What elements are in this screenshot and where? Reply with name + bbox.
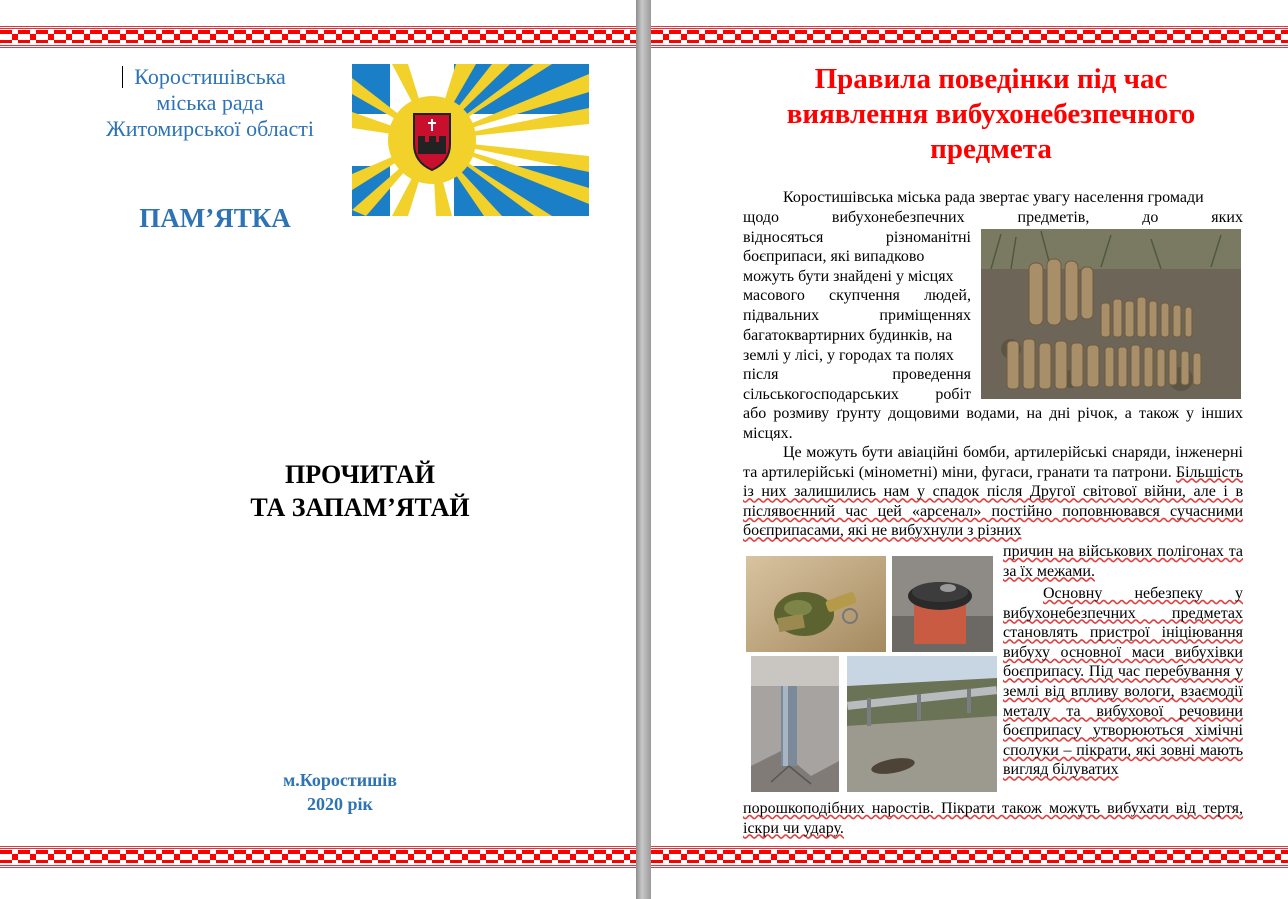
council-line-1: Коростишівська (134, 64, 286, 89)
rocket-remains-photo (751, 656, 839, 792)
para1-line: щодо вибухонебезпечних предметів, до яких (743, 209, 1243, 226)
read-line-1: ПРОЧИТАЙ (285, 460, 435, 489)
para2-part-a: Це можуть бути авіаційні бомби, артилерійські снаряди, інженерні та артилерійські (мінометні) міни, фугаси, гранати та патрони. (743, 444, 1243, 481)
grenade-photo (746, 556, 886, 652)
para2-part-b: Більшість із них залишились нам у спадок після Другої світової війни, але і в післявоєнний час цей «арсенал» постійно поповнювався сучасними боєприпасами, які не вибухнули з різних (743, 463, 1243, 540)
place-label: м.Коростишів (282, 770, 398, 790)
para1-line: багатоквартирних будинків, на (743, 327, 953, 344)
pamyatka-heading: ПАМ’ЯТКА (139, 203, 291, 233)
bottom-ornament-border (0, 844, 636, 868)
para1-line: можуть бути знайдені у місцях (743, 267, 954, 285)
read-and-remember (200, 458, 520, 524)
paragraph-1-tail (743, 404, 1243, 443)
antitank-mine-photo (892, 556, 993, 652)
read-line-2: ТА ЗАПАМ’ЯТАЙ (250, 493, 470, 522)
paragraph-3-tail (743, 799, 1243, 838)
paragraph-2 (743, 443, 1243, 541)
title-line-3: предмета (930, 133, 1052, 165)
top-ornament-border (651, 24, 1288, 48)
top-ornament-border (0, 24, 636, 48)
paragraph-1-first-line (743, 188, 1243, 208)
shell-by-guardrail-photo (847, 656, 997, 792)
para3-text: Основну небезпеку у вибухонебезпечних предметах становлять пристрої ініціювання вибуху основної маси вибухівки боєприпасу. Під час перебування у землі від впливу вологи, взаємодії металу та вибухової речовини боєприпасу утворюються хімічні сполуки – пікрати, які зовні мають вигляд білуватих (1003, 585, 1243, 779)
title-line-1: Правила поведінки під час (814, 63, 1168, 95)
para1-line: підвальних приміщеннях (743, 307, 971, 324)
para1-first: Коростишівська міська рада звертає увагу населення громади (783, 189, 1204, 206)
right-page (651, 0, 1288, 899)
para1-line: після проведення (743, 366, 971, 383)
munitions-ground-photo (981, 229, 1241, 399)
place-and-year (230, 768, 450, 816)
para1-line: масового скупчення людей, (743, 287, 971, 305)
para1-line: землі у лісі, у городах та полях (743, 346, 954, 364)
para1-line: боєприпаси, які випадково (743, 248, 925, 265)
para3-tail: порошкоподібних наростів. Пікрати також можуть вибухати від тертя, іскри чи удару. (743, 800, 1243, 837)
paragraph-1-wrapped (743, 326, 971, 365)
para1-line: сільськогосподарських робіт (743, 386, 971, 403)
para1-line: відносяться різноманітні (743, 229, 971, 246)
para1-tail: або розмиву ґрунту дощовими водами, на дні річок, а також у інших місцях. (743, 405, 1243, 442)
paragraph-3 (1003, 584, 1243, 780)
korostyshiv-flag-image (352, 64, 589, 216)
council-line-3: Житомирської області (106, 116, 314, 141)
page-title (746, 62, 1236, 167)
para2-part-c: причин на військових полігонах та за їх межами. (1003, 543, 1243, 580)
paragraph-2-continuation (1003, 542, 1243, 581)
year-label: 2020 рік (307, 794, 373, 814)
page-gutter (636, 0, 651, 899)
title-line-2: виявлення вибухонебезпечного (786, 98, 1196, 130)
council-name (80, 64, 340, 142)
left-page (0, 0, 636, 899)
council-line-2: міська рада (156, 90, 264, 115)
bottom-ornament-border (651, 844, 1288, 868)
